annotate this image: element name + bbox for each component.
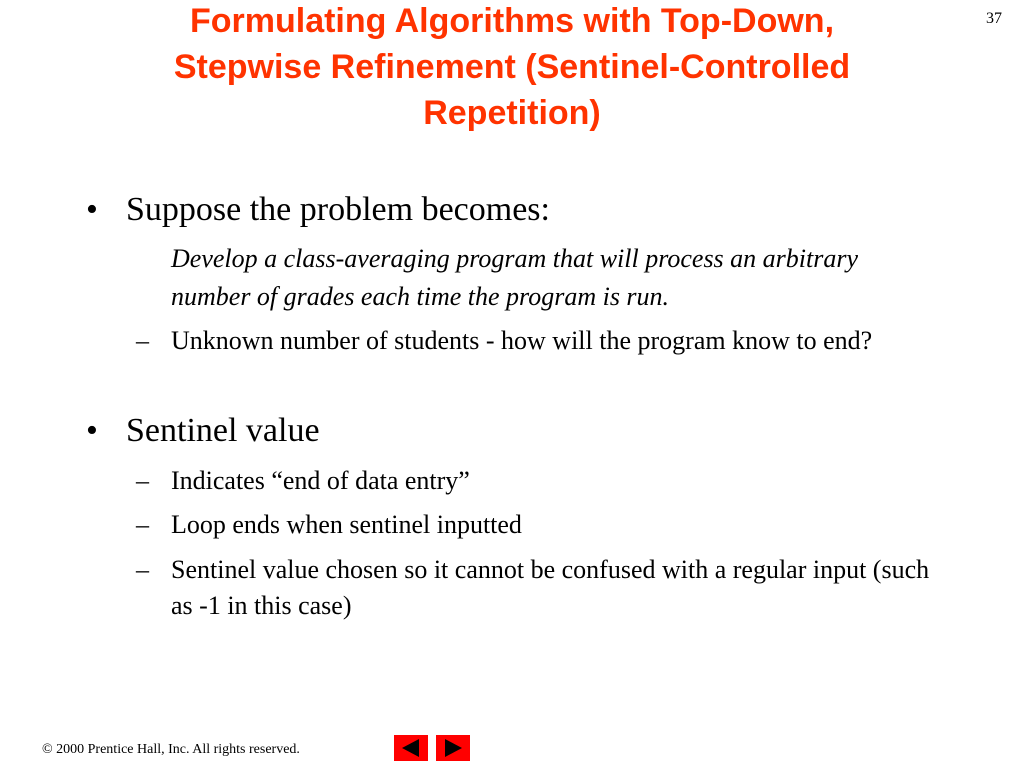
dash-mark: – [136,326,149,355]
bullet-mark: • [86,191,98,228]
sub-item-text: Unknown number of students - how will the program know to end? [171,326,873,355]
triangle-left-icon [394,735,428,761]
triangle-right-icon [436,735,470,761]
sub-item-text: Sentinel value chosen so it cannot be confused with a regular input (such as -1 in this case) [171,555,930,620]
title-line: Repetition) [423,94,601,132]
next-slide-button[interactable] [436,735,470,761]
previous-slide-button[interactable] [394,735,428,761]
bullet-text: Sentinel value [126,412,320,449]
title-line: Formulating Algorithms with Top-Down, [189,2,835,40]
dash-mark: – [136,510,149,539]
bullet-text: Suppose the problem becomes: [126,191,550,228]
sub-item-text: Loop ends when sentinel inputted [171,510,522,539]
copyright-notice: © 2000 Prentice Hall, Inc. All rights reserved. [42,742,300,757]
title-line: Stepwise Refinement (Sentinel-Controlled [173,48,851,86]
dash-mark: – [136,555,149,584]
problem-statement: Develop a class-averaging program that will process an arbitrary number of grades each time the program is run. [171,244,859,311]
page-number: 37 [986,10,1002,27]
dash-mark: – [136,466,149,495]
bullet-mark: • [86,412,98,449]
sub-item-text: Indicates “end of data entry” [171,466,470,495]
